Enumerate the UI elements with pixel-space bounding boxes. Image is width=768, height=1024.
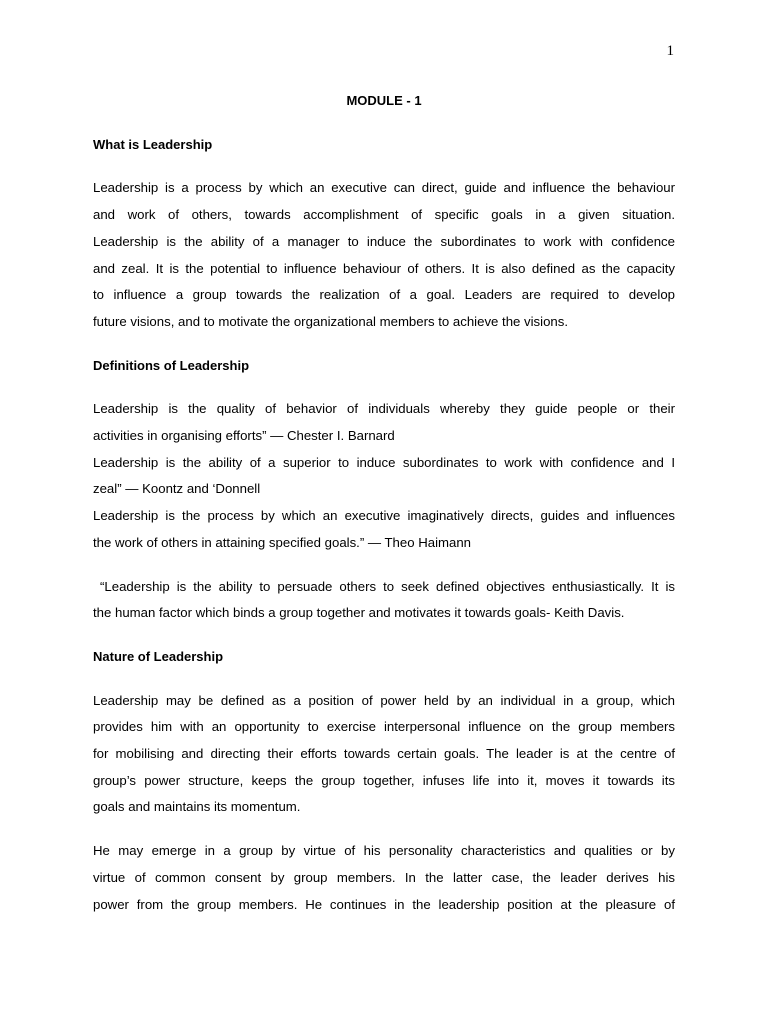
text-line: and zeal. It is the potential to influence behaviour of others. It is also defined as the capacity [93,260,675,276]
paragraph-definitions [93,396,675,556]
text-line: the work of others in attaining specified goals.” — Theo Haimann [93,534,472,550]
paragraph-what-is-leadership [93,175,675,335]
text-line: Leadership is the process by which an executive imaginatively directs, guides and influences [93,508,675,524]
text-line: provides him with an opportunity to exercise interpersonal influence on the group members [93,719,675,735]
text-line: future visions, and to motivate the organizational members to achieve the visions. [93,313,569,329]
text-line: zeal” — Koontz and ‘Donnell [93,481,261,497]
document-body [93,88,675,918]
module-title: MODULE - 1 [346,93,422,108]
section-heading-nature: Nature of Leadership [93,648,224,664]
text-line: He may emerge in a group by virtue of his personality characteristics and qualities or by [93,843,675,859]
section-heading-definitions: Definitions of Leadership [93,357,250,373]
text-line: “Leadership is the ability to persuade others to seek defined objectives enthusiastically. It is [93,578,675,594]
paragraph-nature-2 [93,838,675,918]
text-line: the human factor which binds a group together and motivates it towards goals- Keith Davis. [93,605,625,621]
text-line: virtue of common consent by group members. In the latter case, the leader derives his [93,869,675,885]
text-line: Leadership is a process by which an executive can direct, guide and influence the behaviour [93,180,675,196]
text-line: and work of others, towards accomplishment of specific goals in a given situation. [93,207,675,223]
text-line: Leadership is the ability of a superior to induce subordinates to work with confidence and I [93,454,675,470]
text-line: to influence a group towards the realization of a goal. Leaders are required to develop [93,287,675,303]
text-line: activities in organising efforts” — Chester I. Barnard [93,428,395,444]
paragraph-keith-davis-quote [93,574,675,627]
section-heading-what-is-leadership: What is Leadership [93,136,213,152]
text-line: power from the group members. He continues in the leadership position at the pleasure of [93,896,675,912]
text-line: for mobilising and directing their efforts towards certain goals. The leader is at the centre of [93,746,675,762]
paragraph-nature-1 [93,688,675,822]
page-number: 1 [666,43,674,59]
text-line: goals and maintains its momentum. [93,799,301,815]
text-line: Leadership is the quality of behavior of individuals whereby they guide people or their [93,401,675,417]
text-line: group’s power structure, keeps the group together, infuses life into it, moves it towards its [93,772,675,788]
text-line: Leadership is the ability of a manager to induce the subordinates to work with confidence [93,233,675,249]
text-line: Leadership may be defined as a position of power held by an individual in a group, which [93,692,675,708]
